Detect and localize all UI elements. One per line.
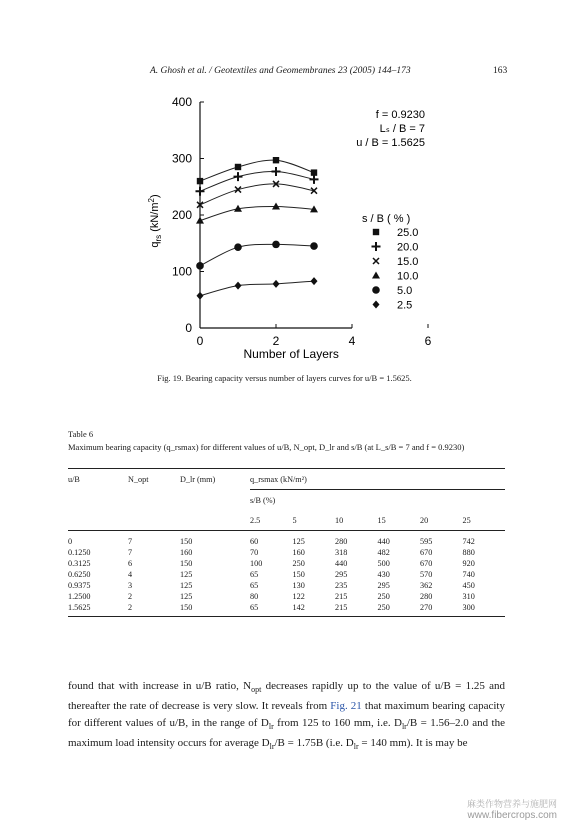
legend-marker-2.5 [373,301,380,309]
table-cell: 215 [335,592,348,601]
table-cell: 130 [292,581,305,590]
table-cell: 7 [128,548,133,557]
table-row [68,537,505,548]
y-tick-label: 200 [171,208,192,222]
figure-info-line: u / B = 1.5625 [356,137,425,149]
table-cell: 150 [180,603,250,617]
table-cell: 880 [462,548,475,557]
table-cell: 670 [420,548,433,557]
legend-label: 25.0 [397,227,419,239]
chart-markers [196,157,319,300]
data-point-15.0 [235,187,241,193]
table-cell: 250 [292,559,305,568]
table-cell: 1.2500 [68,592,91,601]
data-point-25.0 [273,157,279,163]
figure-caption: Fig. 19. Bearing capacity versus number of layers curves for u/B = 1.5625. [157,373,412,383]
figure-info-line: f = 0.9230 [375,109,425,121]
table-cell: 160 [180,548,193,557]
table-label: Table 6 [68,429,94,439]
table-cell: 920 [462,559,475,568]
data-point-20.0 [310,175,319,184]
table-cell: 2 [128,592,133,601]
series-line-25.0 [200,160,314,181]
table-cell: 65 [250,581,259,590]
series-line-10.0 [200,206,314,220]
data-point-2.5 [235,282,242,290]
data-point-2.5 [273,280,280,288]
table-cell: 7 [128,537,133,546]
table-cell: 160 [292,548,305,557]
table-cell: 318 [335,548,348,557]
fig21-link[interactable]: Fig. 21 [330,700,362,713]
table-cell: 0.1250 [68,548,91,557]
table-cell: 65 [250,570,259,579]
table-caption: Maximum bearing capacity (q_rsmax) for different values of u/B, N_opt, D_lr and s/B (at L_s/B = 7 and f = 0.9230) [68,442,465,452]
data-point-25.0 [197,178,203,184]
data-point-5.0 [272,241,280,249]
table-cell: 0.3125 [68,559,91,568]
table-cell: 125 [292,537,305,546]
figure-info-line: Lₛ / B = 7 [379,123,425,135]
table-cell: 670 [420,559,433,568]
legend-label: 20.0 [397,241,419,254]
running-title: A. Ghosh et al. / Geotextiles and Geomembranes 23 (2005) 144–173 [150,66,411,76]
series-line-5.0 [200,244,314,265]
chart-legend [362,213,418,312]
watermark-url: www.fibercrops.com [467,810,557,821]
table-cell: 0.9375 [68,581,91,590]
s-value-header: 10 [335,510,378,531]
y-tick-label: 0 [185,321,192,335]
legend-marker-10.0 [372,272,380,279]
table-cell: 150 [180,559,193,568]
table-cell: 280 [420,592,433,601]
legend-marker-15.0 [373,258,379,264]
legend-title: s / B ( % ) [362,213,411,225]
table-cell: 0.6250 [68,570,91,579]
x-axis-label: Number of Layers [243,347,339,361]
table-cell: 482 [377,548,390,557]
header-qrsmax: q_rsmax (kN/m²) [250,469,505,490]
data-point-20.0 [272,167,281,176]
table-cell: 1.5625 [68,603,128,617]
table-row [68,548,505,559]
table-cell: 0 [68,537,73,546]
table-cell: 740 [462,570,475,579]
table-cell: 280 [335,537,348,546]
table-cell: 122 [292,592,305,601]
header-sb: s/B (%) [250,490,505,511]
series-line-15.0 [200,184,314,205]
data-point-2.5 [197,292,204,300]
table-cell: 235 [335,581,348,590]
table-cell: 125 [180,592,193,601]
table-cell: 430 [377,570,390,579]
table-cell: 60 [250,537,259,546]
legend-label: 10.0 [397,270,419,283]
table-row [68,581,505,592]
table-cell: 440 [335,559,348,568]
chart-curves [200,160,314,296]
table-cell: 80 [250,592,259,601]
body-paragraph: found that with increase in u/B ratio, $N_{opt}$ decreases rapidly up to the value of u/B = 1.25 and thereafter the rate of decrease is very slow. It reveals from Fig. 21 that maximum bearing capacity for different values of u/B, in the range of $D_{lr}$ from 125 to 160 mm, i.e. $D_{lr}/B = 1.56-2.0$ and the maximum load intensity occurs for average $D_{lr}/B = 1.75B$ (i.e. $D_{lr} = 140$ mm). It is may be [68,680,505,752]
table-cell: 500 [377,559,390,568]
s-value-header: 15 [378,510,421,531]
watermark-cn: 麻类作物营养与施肥网 [466,799,557,809]
table-6 [68,468,505,617]
table-cell: 6 [128,559,133,568]
page-number: 163 [493,66,508,76]
table-cell: 215 [335,603,378,617]
x-tick-label: 6 [424,334,432,348]
legend-marker-20.0 [372,242,381,251]
table-row [68,570,505,581]
table-cell: 100 [250,559,263,568]
table-row [68,603,505,617]
series-line-2.5 [200,281,314,296]
table-cell: 362 [420,581,433,590]
header-u: u/B [68,469,128,490]
table-cell: 440 [377,537,390,546]
table-cell: 742 [462,537,475,546]
data-point-5.0 [310,242,318,250]
legend-marker-25.0 [373,229,379,235]
s-value-header: 25 [463,510,506,531]
table-cell: 450 [462,581,475,590]
table-cell: 310 [462,592,475,601]
x-tick-label: 2 [272,334,280,348]
data-point-5.0 [196,262,204,270]
legend-label: 5.0 [397,285,413,297]
table-cell: 300 [463,603,506,617]
header-nopt: N_opt [128,469,180,490]
figure-19-chart [140,88,440,368]
table-cell: 150 [180,537,193,546]
table-cell: 125 [180,581,193,590]
header-dlr: D_lr (mm) [180,469,250,490]
table-cell: 3 [128,581,133,590]
legend-label: 2.5 [397,299,413,312]
table-row [68,592,505,603]
table-cell: 295 [335,570,348,579]
table-cell: 65 [250,603,293,617]
y-tick-label: 300 [171,151,192,166]
table-cell: 595 [420,537,433,546]
s-value-header: 5 [293,510,336,531]
table-cell: 570 [420,570,433,579]
data-point-5.0 [234,243,242,251]
table-cell: 250 [377,592,390,601]
watermark [467,798,557,822]
legend-label: 15.0 [397,256,419,268]
s-value-header: 2.5 [250,510,293,531]
legend-marker-5.0 [372,286,380,294]
table-cell: 125 [180,570,193,579]
s-value-header: 20 [420,510,463,531]
x-tick-label: 4 [348,334,356,348]
table-cell: 295 [377,581,390,590]
y-tick-label: 100 [171,264,192,279]
data-point-20.0 [196,187,205,196]
data-point-25.0 [311,169,317,175]
figure-info [356,109,425,149]
table-cell: 70 [250,548,259,557]
table-cell: 4 [128,570,133,579]
table-cell: 2 [128,603,180,617]
x-tick-label: 0 [196,334,204,348]
table-row [68,559,505,570]
data-point-25.0 [235,164,241,170]
y-axis-label: $q_{rs}$ $(kN/m^2)$ [147,194,163,248]
table-cell: 270 [420,603,463,617]
data-point-20.0 [234,172,243,181]
y-tick-label: 400 [171,95,192,109]
table-cell: 142 [293,603,336,617]
table-cell: 250 [378,603,421,617]
data-point-2.5 [311,277,318,285]
table-cell: 150 [292,570,305,579]
